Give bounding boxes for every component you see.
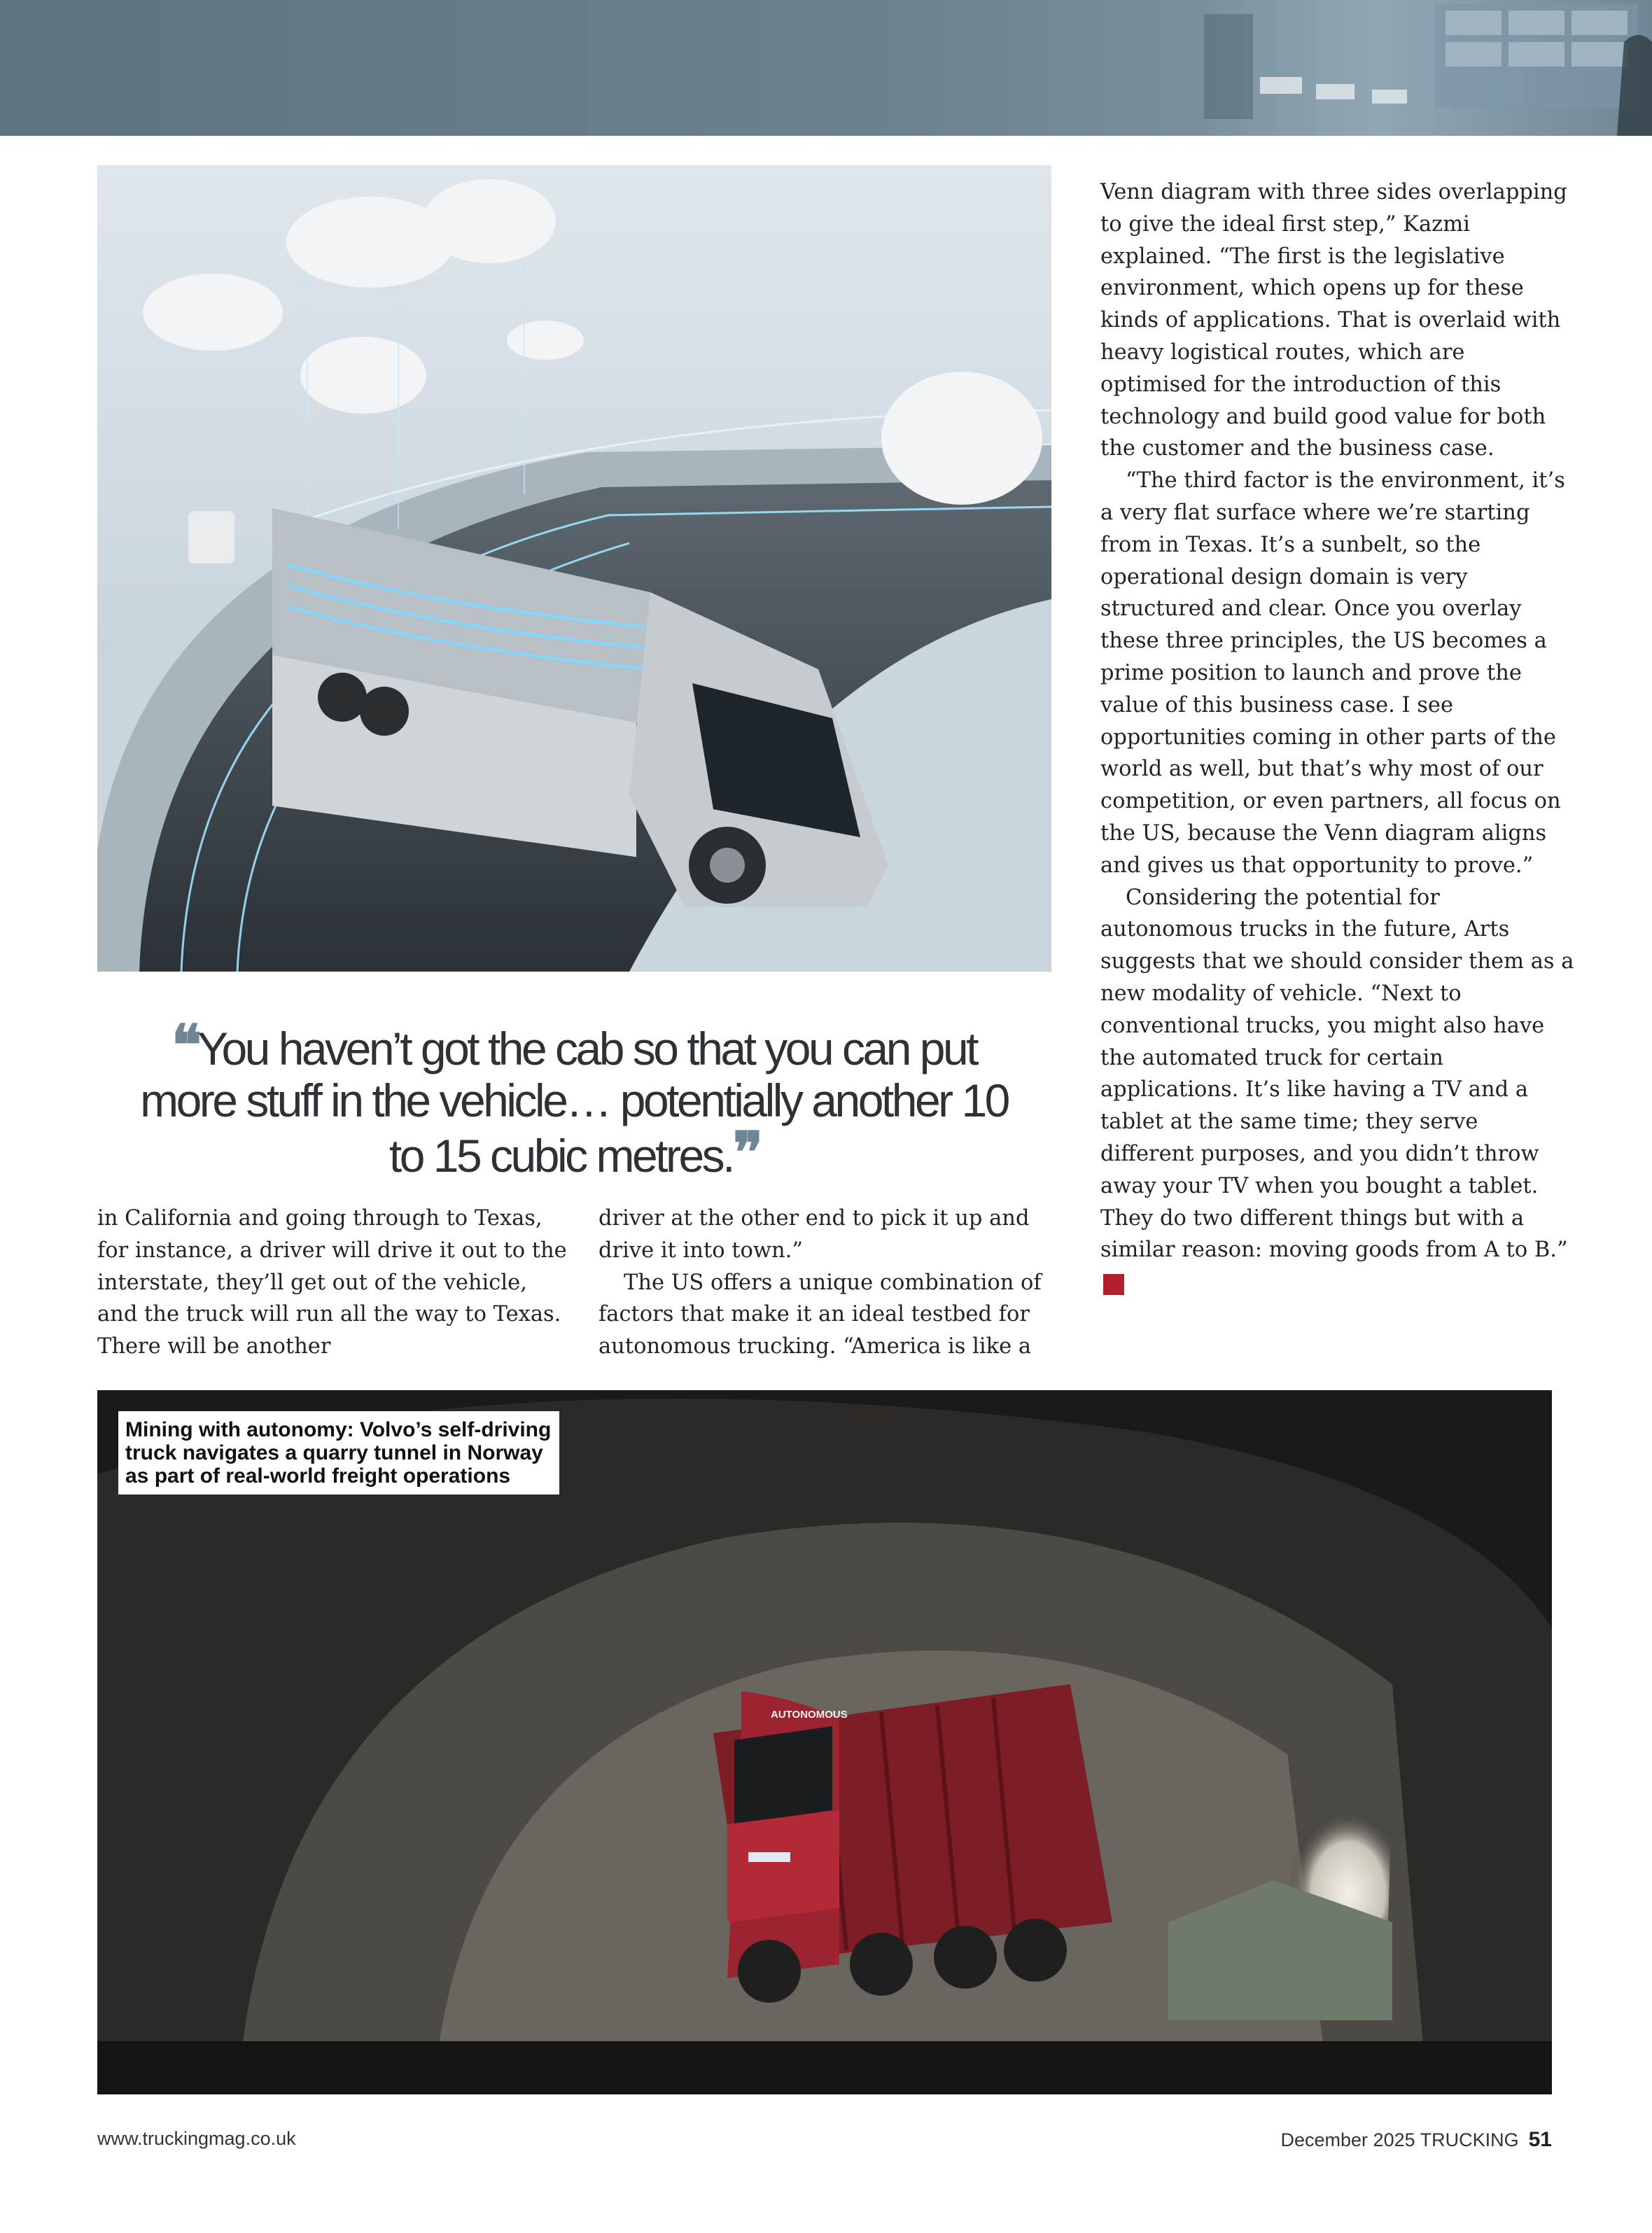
close-quote-icon: ❞ xyxy=(733,1119,760,1185)
autonomous-truck-concept-photo xyxy=(97,165,1051,972)
body-paragraph: “The third factor is the environment, it’s a very flat surface where we’re starting from in Texas. It’s a sunbelt, so the operational design domain is very structured and clear. Once you overlay these three principles, the US becomes a prime position to launch and prove the value of this business case. I see opportunities coming in other parts of the world as well, but that’s why most of our competition, or even partners, all focus on the US, because the Venn diagram aligns and gives us that opportunity to prove.” xyxy=(1100,468,1565,878)
end-of-article-icon: T xyxy=(1103,1274,1124,1295)
footer-issue xyxy=(1281,2128,1553,2152)
body-paragraph: Considering the potential for autonomous trucks in the future, Arts suggests that we should consider them as a new modality of vehicle. “Next to conventional trucks, you might also have the automated truck for certain applications. It’s like having a TV and a tablet at the same time; they serve different purposes, and you didn’t throw away your TV when you bought a tablet. They do two different things but with a similar reason: moving goods from A to B.” xyxy=(1100,885,1574,1263)
body-paragraph: Venn diagram with three sides overlapping to give the ideal first step,” Kazmi explained. “The first is the legislative environment, which opens up for these kinds of applications. That is overlaid with heavy logistical routes, which are optimised for the introduction of this technology and build good value for both the customer and the business case. xyxy=(1100,180,1567,461)
open-quote-icon: ❝ xyxy=(171,1012,198,1078)
body-column-1 xyxy=(97,1203,573,1363)
truck-visor-label: AUTONOMOUS xyxy=(771,1709,848,1721)
pull-quote xyxy=(133,1012,1015,1185)
body-paragraph: driver at the other end to pick it up and drive it into town.” xyxy=(598,1206,1030,1263)
header-banner-image xyxy=(1204,0,1652,136)
body-column-3 xyxy=(1100,176,1576,1298)
quarry-tunnel-photo xyxy=(97,1390,1552,2094)
body-paragraph: in California and going through to Texas, for instance, a driver will drive it out to the interstate, they’ll get out of the vehicle, and the truck will run all the way to Texas. There will be another xyxy=(97,1206,567,1359)
issue-label: December 2025 TRUCKING xyxy=(1280,2129,1519,2150)
pull-quote-text: You haven’t got the cab so that you can put more stuff in the vehicle… potentially another 10 to 15 cubic metres. xyxy=(140,1023,1008,1182)
header-banner xyxy=(0,0,1652,136)
body-column-2 xyxy=(598,1203,1074,1363)
footer-url: www.truckingmag.co.uk xyxy=(97,2128,296,2149)
page-number: 51 xyxy=(1528,2128,1552,2151)
body-paragraph: The US offers a unique combination of factors that make it an ideal testbed for autonomous trucking. “America is like a xyxy=(598,1270,1042,1359)
photo-caption: Mining with autonomy: Volvo’s self-driving truck navigates a quarry tunnel in Norway as part of real-world freight operations xyxy=(118,1411,559,1494)
